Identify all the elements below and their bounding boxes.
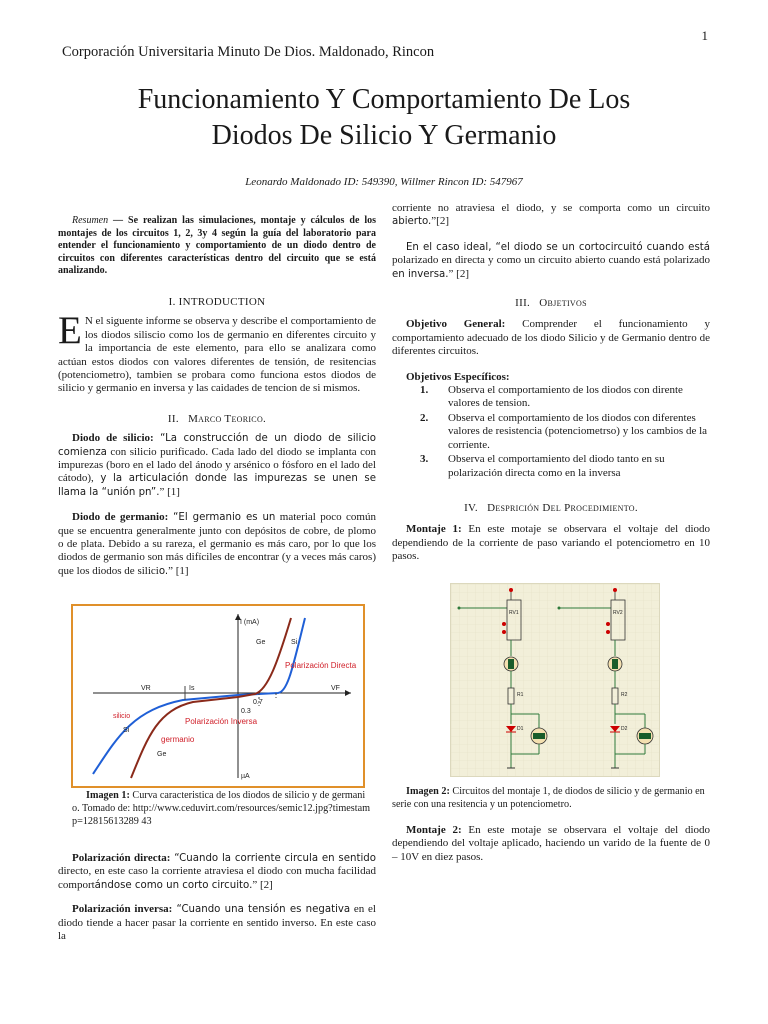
ideal-paragraph: [392, 241, 710, 281]
germanio-text-1: material poco común que se encuentra generalmente junto con depósitos de cobre, de plomo o de plata. Debido a su rareza, el germanio es más caro, por lo que los diodos de germanio son más difíciles de encontrar (y a veces más caros) que los diodos de silici: [58, 511, 376, 577]
pol-directa-quote-2: ándose como un corto circuito.: [94, 879, 253, 891]
label-rv1: RV1: [509, 610, 519, 616]
silicio-text-1: con silicio purificado. Cada lado del diodo se implanta con impurezas (boro en el lado del ánodo y arsénico o fósforo en el lado del cátodo),: [58, 445, 376, 485]
label-i-ma: I (mA): [240, 619, 260, 626]
objetivos-list: [392, 384, 710, 480]
germanio-text-2: ” [1]: [168, 564, 189, 577]
objetivo-general-label: Objetivo General:: [406, 318, 506, 331]
continuation-paragraph: [392, 202, 710, 229]
pol-inversa-text: en el diodo tiende a hacer pasar la corriente en sentido inverso. En este caso la: [58, 903, 376, 943]
circuit-diagram: [451, 584, 659, 776]
continuation-ref: ”[2]: [431, 215, 450, 228]
intro-dropcap: E: [58, 309, 82, 353]
label-ua: µA: [241, 773, 250, 780]
germanio-paragraph: [58, 511, 376, 578]
list-item: 2. Observa el comportamiento de los diodos con diferentes valores de resistencia (potenciometrso) y los cambios de la corriente.: [420, 411, 708, 451]
pol-directa-quote: “Cuando la corriente circula en sentido: [170, 853, 376, 864]
figure-1-caption-text: Curva caracteristica de los diodos de silicio y de germanio. Tomado de: http://www.ceduvirt.com/resources/semic12.jpg?timestamp=12815613289 43: [72, 790, 371, 827]
label-rv2: RV2: [613, 610, 623, 616]
label-07: 0.7: [253, 699, 263, 706]
abstract: [58, 215, 376, 278]
pol-directa-text-2: ” [2]: [252, 878, 273, 891]
marco-heading-num: II.: [167, 412, 179, 425]
pol-inversa-label: Polarización inversa:: [72, 903, 173, 916]
marco-heading: [58, 413, 376, 426]
montaje-2-label: Montaje 2:: [406, 824, 462, 836]
ideal-quote-2: en inversa.: [392, 268, 449, 280]
pol-inversa-paragraph: [58, 903, 376, 943]
label-si-top: Si: [291, 639, 298, 646]
pol-inversa-quote: “Cuando una tensión es negativa: [172, 904, 351, 916]
running-head: Corporación Universitaria Minuto De Dios. Maldonado, Rincon: [62, 44, 435, 60]
label-r2: R2: [621, 692, 628, 698]
montaje-1-text: En este motaje se observara el voltaje del diodo dependiendo de la corriente de paso variando el potenciometro en 10 pasos.: [392, 523, 710, 563]
label-vr: VR: [141, 685, 151, 692]
page-number: 1: [701, 28, 708, 43]
ideal-ref: ” [2]: [448, 267, 469, 280]
objetivos-heading-text: Objetivos: [539, 297, 587, 310]
label-d2: D2: [621, 726, 628, 732]
montaje-1-paragraph: [392, 523, 710, 563]
label-ge-top: Ge: [256, 639, 266, 646]
label-03: 0.3: [241, 708, 251, 715]
abstract-dash: —: [108, 215, 129, 226]
abstract-text: Se realizan las simulaciones, montaje y cálculos de los montajes de los circuitos 1, 2, 3y 4 según la guía del laboratorio para entender el funcionamiento y comportamiento de un diodo dentro de circuitos con diferentes características dentro del circuito que se está analizando.: [58, 215, 377, 277]
diode-curve-chart: [73, 606, 363, 786]
figure-2-caption: [392, 786, 710, 812]
montaje-2-text: En este motaje se observara el voltaje del diodo dependiendo del voltaje aplicado, haciendo un varido de la fuente de 0 – 10V en diez pasos.: [392, 824, 710, 863]
left-column: [58, 215, 376, 578]
pol-directa-label: Polarización directa:: [72, 852, 171, 864]
procedimiento-heading-text: Desprición Del Procedimiento.: [487, 501, 638, 514]
label-is: Is: [189, 685, 195, 692]
silicio-label: Diodo de silicio:: [72, 432, 154, 445]
continuation-text: corriente no atraviesa el diodo, y se comporta como un circuito: [392, 202, 710, 214]
paper-title: [60, 82, 708, 154]
continuation-quote: abierto.: [392, 216, 432, 228]
objetivos-heading: [392, 297, 710, 310]
montaje-1-label: Montaje 1:: [406, 523, 462, 536]
silicon-curve: [93, 618, 305, 774]
label-germanio: germanio: [161, 735, 195, 744]
figure-1-caption-label: Imagen 1:: [86, 790, 130, 801]
marco-heading-text: Marco Teorico.: [188, 412, 267, 425]
figure-2-caption-text: Circuitos del montaje 1, de diodos de silicio y de germanio en serie con una resitencia y un potenciometro.: [392, 786, 705, 810]
polarizacion-section: [58, 852, 376, 943]
title-line-2: Diodos De Silicio Y Germanio: [211, 120, 557, 151]
authors: Leonardo Maldonado ID: 549390, Willmer Rincon ID: 547967: [245, 176, 523, 188]
germanio-quote-2: o.: [158, 565, 169, 577]
label-silicio: silicio: [113, 713, 131, 720]
germanio-label: Diodo de germanio:: [72, 511, 169, 524]
objetivo-general: [392, 318, 710, 358]
procedimiento-heading-num: IV.: [464, 501, 478, 514]
pol-directa-text-1: directo, en este caso la corriente atraviesa el diodo con mucha facilidad comport: [58, 865, 376, 891]
figure-2-circuit: [450, 583, 660, 777]
silicio-quote-2: y la articulación donde las impurezas se unen se llama la “unión pn”.: [58, 473, 376, 498]
label-r1: R1: [517, 692, 524, 698]
label-pol-inversa: Polarización Inversa: [185, 717, 258, 726]
objetivos-heading-num: III.: [515, 297, 531, 310]
label-ge-bottom: Ge: [157, 751, 167, 758]
montaje-2-section: [392, 824, 710, 864]
silicio-quote-1: “La construcción de un diodo de silicio comienza: [58, 433, 376, 458]
silicio-paragraph: [58, 432, 376, 499]
figure-1-caption: [72, 790, 372, 828]
intro-heading: I. INTRODUCTION: [168, 295, 266, 308]
objetivos-especificos-label: Objetivos Específicos:: [406, 370, 510, 383]
objetivo-general-text: Comprender el funcionamiento y comportamiento adecuado de los diodo Silicio y de Germanio dentro de diferentes circuitos.: [392, 318, 710, 358]
germanio-quote-1: “El germanio es un: [168, 512, 276, 524]
montaje-2-paragraph: [392, 824, 710, 864]
silicio-text-2: ” [1]: [159, 485, 180, 498]
right-column: [392, 202, 710, 564]
procedimiento-heading: [392, 502, 710, 515]
label-d1: D1: [517, 726, 524, 732]
figure-1: [71, 604, 365, 788]
intro-text: N el siguente informe se observa y describe el comportamiento de los diodos siliscio como los de germanio en diferentes circuito y la importancia de este elemento, para ello se analizara como actúan estos diodos con valores diferentes de tensión, de resitencias (potenciometro), tambien se probara como funciona estos diodos de silicio y germanio en inversa y las caidades de tencion de si mismos.: [58, 315, 376, 395]
ideal-quote-1: En el caso ideal, “el diodo se un cortocircuitó cuando está: [406, 241, 710, 253]
label-si-bottom: Si: [123, 727, 130, 734]
ideal-text: polarizado en directa y como un circuito abierto cuando está polarizado: [392, 254, 710, 267]
figure-2-caption-label: Imagen 2:: [406, 786, 450, 797]
intro-paragraph: [58, 309, 376, 395]
list-item: 3. Observa el comportamiento del diodo tanto en su polarización directa como en la inversa: [420, 453, 665, 479]
title-line-1: Funcionamiento Y Comportamiento De Los: [137, 84, 631, 115]
list-item: 1. Observa el comportamiento de los diodos con dirente valores de tension.: [420, 384, 683, 410]
abstract-label: Resumen: [72, 215, 109, 226]
pol-directa-paragraph: [58, 852, 376, 892]
x-axis-arrow-icon: [345, 690, 351, 696]
label-pol-directa: Polarización Directa: [285, 661, 357, 670]
label-vf: VF: [331, 685, 340, 692]
